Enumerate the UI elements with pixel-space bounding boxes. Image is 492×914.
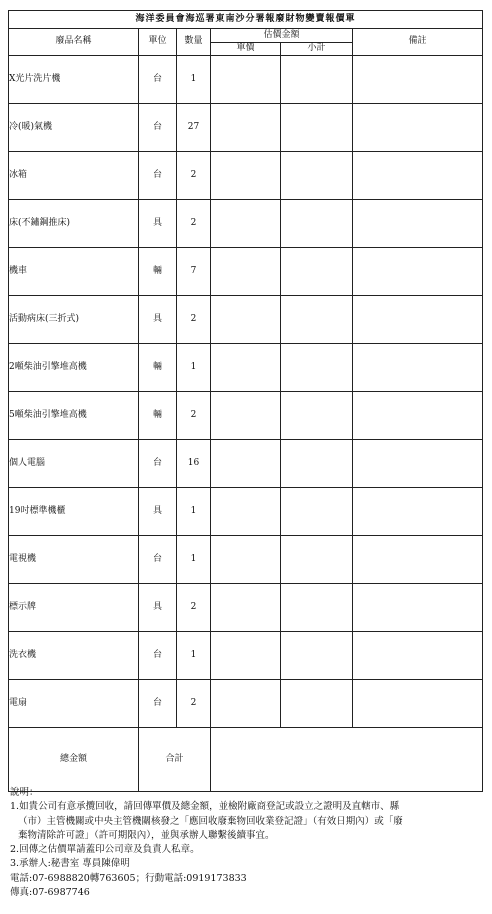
item-unit: 具 xyxy=(139,488,177,536)
item-subtotal xyxy=(281,488,353,536)
header-unit-price: 單價 xyxy=(211,43,281,56)
item-unit: 台 xyxy=(139,632,177,680)
item-unit: 台 xyxy=(139,152,177,200)
item-subtotal xyxy=(281,296,353,344)
header-estimate: 估價金額 xyxy=(211,29,353,43)
item-unit: 台 xyxy=(139,56,177,104)
item-row xyxy=(9,536,483,584)
item-row xyxy=(9,200,483,248)
item-name: 標示牌 xyxy=(9,584,139,632)
item-unit: 台 xyxy=(139,104,177,152)
item-subtotal xyxy=(281,632,353,680)
item-unit-price xyxy=(211,440,281,488)
form-title: 海洋委員會海巡署東南沙分署報廢財物變賣報價單 xyxy=(9,11,483,29)
item-name: 洗衣機 xyxy=(9,632,139,680)
item-subtotal xyxy=(281,344,353,392)
item-row xyxy=(9,104,483,152)
item-remark xyxy=(353,296,483,344)
item-qty: 27 xyxy=(177,104,211,152)
item-name: 床(不鏽鋼推床) xyxy=(9,200,139,248)
item-unit: 具 xyxy=(139,296,177,344)
item-row xyxy=(9,248,483,296)
item-qty: 2 xyxy=(177,200,211,248)
item-unit: 輛 xyxy=(139,248,177,296)
item-unit-price xyxy=(211,296,281,344)
item-row xyxy=(9,680,483,728)
item-subtotal xyxy=(281,584,353,632)
item-unit-price xyxy=(211,248,281,296)
item-unit: 輛 xyxy=(139,344,177,392)
header-subtotal: 小計 xyxy=(281,43,353,56)
item-unit-price xyxy=(211,392,281,440)
item-name: 19吋標準機櫃 xyxy=(9,488,139,536)
item-row xyxy=(9,632,483,680)
item-remark xyxy=(353,248,483,296)
header-remark: 備註 xyxy=(353,29,483,56)
item-qty: 2 xyxy=(177,584,211,632)
quotation-table xyxy=(8,10,483,792)
item-unit: 台 xyxy=(139,680,177,728)
item-row xyxy=(9,296,483,344)
item-name: 冰箱 xyxy=(9,152,139,200)
item-subtotal xyxy=(281,152,353,200)
item-subtotal xyxy=(281,56,353,104)
item-unit-price xyxy=(211,344,281,392)
note-2: 2.回傳之估價單請蓋印公司章及負責人私章。 xyxy=(10,844,200,856)
item-subtotal xyxy=(281,200,353,248)
item-remark xyxy=(353,536,483,584)
item-subtotal xyxy=(281,680,353,728)
item-unit-price xyxy=(211,200,281,248)
item-subtotal xyxy=(281,248,353,296)
item-remark xyxy=(353,392,483,440)
item-row xyxy=(9,152,483,200)
item-row xyxy=(9,488,483,536)
item-row xyxy=(9,392,483,440)
item-unit: 台 xyxy=(139,536,177,584)
item-unit: 台 xyxy=(139,440,177,488)
item-name: 冷(暖)氣機 xyxy=(9,104,139,152)
item-row xyxy=(9,440,483,488)
item-remark xyxy=(353,488,483,536)
header-unit: 單位 xyxy=(139,29,177,56)
item-remark xyxy=(353,56,483,104)
item-qty: 1 xyxy=(177,632,211,680)
item-subtotal xyxy=(281,104,353,152)
item-qty: 1 xyxy=(177,344,211,392)
total-amount xyxy=(211,728,483,792)
item-unit-price xyxy=(211,536,281,584)
item-unit-price xyxy=(211,680,281,728)
sum-label: 合計 xyxy=(139,728,211,792)
item-row xyxy=(9,584,483,632)
item-row xyxy=(9,56,483,104)
item-unit: 輛 xyxy=(139,392,177,440)
item-unit-price xyxy=(211,56,281,104)
item-qty: 2 xyxy=(177,296,211,344)
contact-phone: 電話:07-6988820轉763605；行動電話:0919173833 xyxy=(10,872,247,884)
header-name: 廢品名稱 xyxy=(9,29,139,56)
item-remark xyxy=(353,632,483,680)
total-row xyxy=(9,728,483,792)
item-qty: 1 xyxy=(177,488,211,536)
note-1b: （市）主管機關或中央主管機關核發之「應回收廢棄物回收業登記證」（有效日期內）或「廢 xyxy=(18,815,403,827)
item-unit-price xyxy=(211,632,281,680)
item-unit: 具 xyxy=(139,584,177,632)
item-name: 電視機 xyxy=(9,536,139,584)
note-1c: 棄物清除許可證」（許可期限內），並與承辦人聯繫後續事宜。 xyxy=(18,829,275,841)
item-remark xyxy=(353,440,483,488)
header-qty: 數量 xyxy=(177,29,211,56)
item-unit-price xyxy=(211,584,281,632)
item-unit-price xyxy=(211,152,281,200)
note-3: 3.承辦人:秘書室 專員陳偉明 xyxy=(10,858,130,870)
item-qty: 1 xyxy=(177,536,211,584)
contact-fax: 傳真:07-6987746 xyxy=(10,887,90,899)
item-qty: 1 xyxy=(177,56,211,104)
item-unit-price xyxy=(211,488,281,536)
item-qty: 2 xyxy=(177,680,211,728)
item-name: 活動病床(三折式) xyxy=(9,296,139,344)
notes-section xyxy=(10,786,484,900)
item-name: 5噸柴油引擎堆高機 xyxy=(9,392,139,440)
item-unit-price xyxy=(211,104,281,152)
notes-heading: 說明： xyxy=(10,787,39,798)
item-qty: 16 xyxy=(177,440,211,488)
item-subtotal xyxy=(281,536,353,584)
item-remark xyxy=(353,584,483,632)
item-subtotal xyxy=(281,440,353,488)
item-remark xyxy=(353,200,483,248)
item-subtotal xyxy=(281,392,353,440)
item-row xyxy=(9,344,483,392)
item-qty: 7 xyxy=(177,248,211,296)
item-qty: 2 xyxy=(177,152,211,200)
item-name: 機車 xyxy=(9,248,139,296)
item-remark xyxy=(353,152,483,200)
item-name: 電扇 xyxy=(9,680,139,728)
note-1a: 1.如貴公司有意承攬回收，請回傳單價及總金額，並檢附廠商登記或設立之證明及直轄市、縣 xyxy=(10,801,400,813)
item-remark xyxy=(353,344,483,392)
item-remark xyxy=(353,680,483,728)
total-label: 總金額 xyxy=(9,728,139,792)
item-remark xyxy=(353,104,483,152)
item-name: 2噸柴油引擎堆高機 xyxy=(9,344,139,392)
item-name: 個人電腦 xyxy=(9,440,139,488)
item-qty: 2 xyxy=(177,392,211,440)
item-unit: 具 xyxy=(139,200,177,248)
item-name: X光片洗片機 xyxy=(9,56,139,104)
